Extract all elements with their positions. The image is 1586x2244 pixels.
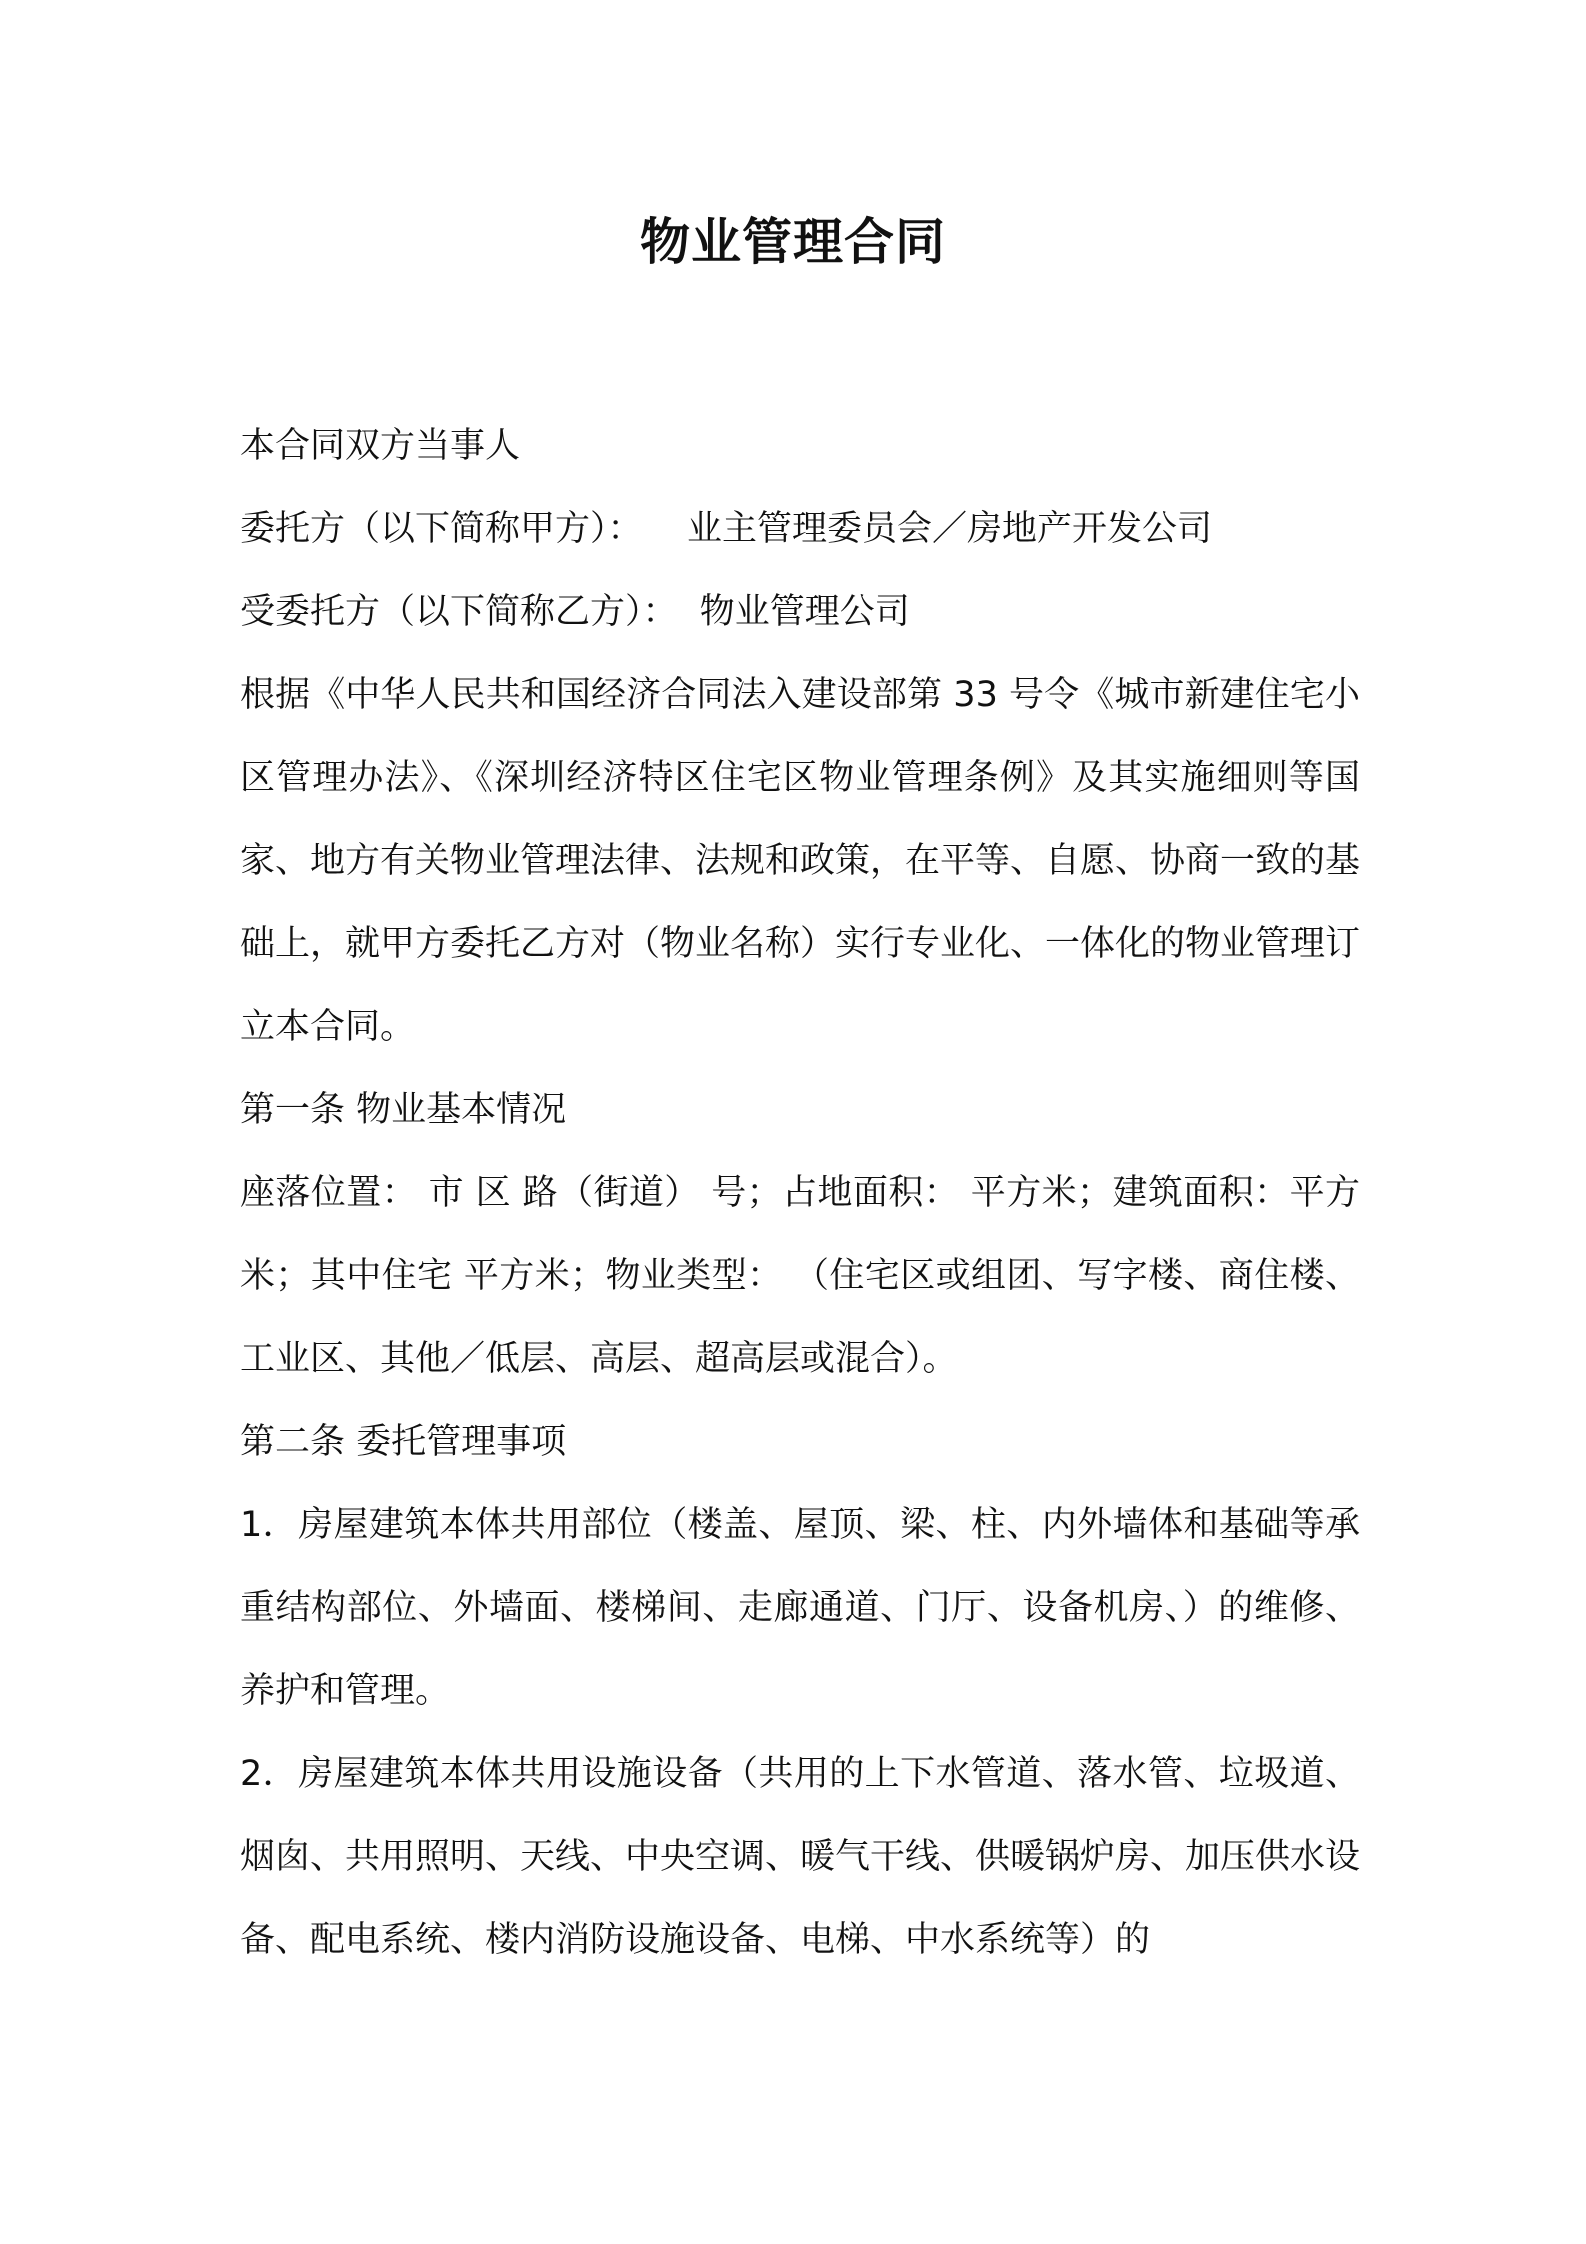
article-2-heading: 第二条 委托管理事项 (240, 1422, 567, 1462)
article-1-heading: 第一条 物业基本情况 (240, 1090, 567, 1130)
article-2-item-2: 2．房屋建筑本体共用设施设备（共用的上下水管道、落水管、垃圾道、烟囱、共用照明、天线、中央空调、暖气干线、供暖锅炉房、加压供水设备、配电系统、楼内消防设施设备、电梯、中水系统等）的 (240, 1754, 1361, 1960)
document-title: 物业管理合同 (640, 213, 946, 271)
article-1-paragraph: 座落位置： 市 区 路（街道） 号；占地面积： 平方米；建筑面积：平方米；其中住宅 平方米；物业类型： （住宅区或组团、写字楼、商住楼、工业区、其他／低层、高层、超高层或混合）。 (240, 1173, 1360, 1379)
party-a-line: 委托方（以下简称甲方）： 业主管理委员会／房地产开发公司 (240, 509, 1213, 549)
parties-heading: 本合同双方当事人 (240, 426, 521, 466)
party-b-line: 受委托方（以下简称乙方）： 物业管理公司 (240, 592, 910, 632)
document-body (240, 405, 1360, 1982)
article-2-item-1: 1．房屋建筑本体共用部位（楼盖、屋顶、梁、柱、内外墙体和基础等承重结构部位、外墙面、楼梯间、走廊通道、门厅、设备机房、）的维修、养护和管理。 (240, 1505, 1360, 1711)
preamble-paragraph: 根据《中华人民共和国经济合同法入建设部第 33 号令《城市新建住宅小区管理办法》、《深圳经济特区住宅区物业管理条例》及其实施细则等国家、地方有关物业管理法律、法规和政策，在平等、自愿、协商一致的基础上，就甲方委托乙方对（物业名称）实行专业化、一体化的物业管理订立本合同。 (240, 675, 1361, 1047)
